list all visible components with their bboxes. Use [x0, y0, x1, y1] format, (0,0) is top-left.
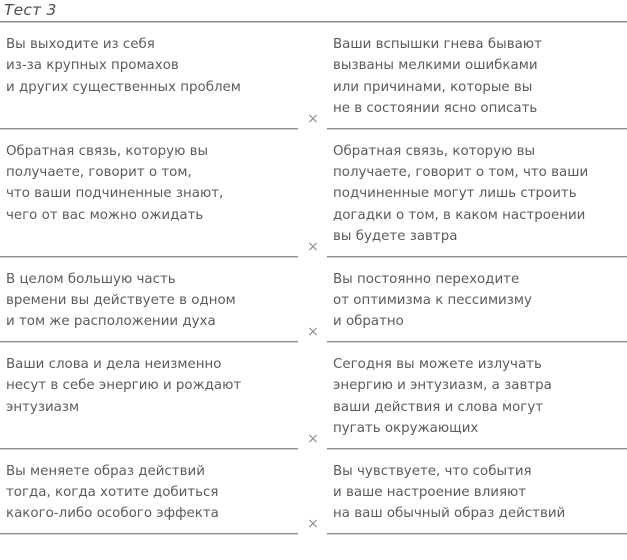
cross-icon: ×: [307, 238, 319, 255]
statement-line: что ваши подчиненные знают,: [6, 186, 224, 202]
statement-option-b[interactable]: [327, 131, 627, 256]
statement-line: и том же расположении духа: [6, 314, 216, 330]
statement-line: какого-либо особого эффекта: [6, 506, 219, 522]
table-row: [0, 131, 627, 259]
statement-line: Ваши слова и дела неизменно: [6, 356, 222, 372]
row-divider-right-segment: [327, 448, 627, 450]
statement-line: или причинами, которые вы: [333, 79, 533, 95]
statement-line: и обратно: [333, 314, 404, 330]
statement-line: догадки о том, в каком настроении: [333, 207, 586, 223]
statement-line: получаете, говорит о том,: [6, 165, 192, 181]
statement-line: получаете, говорит о том, что ваши: [333, 165, 589, 181]
table-row: [0, 451, 627, 535]
statement-option-b[interactable]: [327, 451, 627, 533]
table-row: [0, 344, 627, 451]
cross-icon: ×: [307, 110, 319, 127]
top-divider: [0, 21, 627, 23]
statement-line: и других существенных проблем: [6, 79, 241, 95]
statement-line: Вы меняете образ действий: [6, 463, 205, 479]
table-row-columns: [0, 131, 627, 256]
row-divider-left-segment: [0, 341, 298, 343]
statement-line: Вы выходите из себя: [6, 37, 155, 52]
statement-line: пугать окружающих: [333, 421, 479, 437]
statement-option-a[interactable]: [0, 24, 298, 128]
statement-option-b[interactable]: [327, 24, 627, 128]
cross-icon: ×: [307, 323, 319, 340]
statement-option-a[interactable]: [0, 344, 298, 448]
column-gap: [298, 131, 327, 256]
statement-line: времени вы действуете в одном: [6, 293, 236, 309]
statement-line: Вы чувствуете, что события: [333, 463, 532, 479]
statement-line: В целом большую часть: [6, 271, 176, 287]
row-divider-right-segment: [327, 341, 627, 343]
statement-option-a[interactable]: [0, 131, 298, 256]
statement-option-a[interactable]: [0, 451, 298, 533]
row-divider-left-segment: [0, 533, 298, 535]
statement-line: Ваши вспышки гнева бывают: [333, 37, 542, 52]
row-divider-gap: [298, 533, 327, 536]
statement-line: и ваше настроение влияют: [333, 484, 527, 500]
row-divider-left-segment: [0, 448, 298, 450]
row-divider-right-segment: [327, 128, 627, 130]
statement-line: Сегодня вы можете излучать: [333, 356, 542, 372]
page-title: Тест 3: [4, 1, 57, 19]
statement-line: энергию и энтузиазм, а завтра: [333, 378, 552, 394]
comparison-table: [0, 24, 627, 535]
table-row: [0, 24, 627, 131]
statement-option-a[interactable]: [0, 259, 298, 341]
statement-line: Обратная связь, которую вы: [6, 143, 209, 159]
cross-icon: ×: [307, 515, 319, 532]
row-divider-right-segment: [327, 256, 627, 258]
row-divider-left-segment: [0, 128, 298, 130]
statement-line: ваши действия и слова могут: [333, 399, 544, 415]
statement-line: от оптимизма к пессимизму: [333, 293, 532, 309]
statement-line: из-за крупных промахов: [6, 58, 179, 74]
statement-option-b[interactable]: [327, 344, 627, 448]
cross-icon: ×: [307, 430, 319, 447]
row-divider: [0, 515, 627, 535]
statement-line: вызваны мелкими ошибками: [333, 58, 538, 74]
statement-option-b[interactable]: [327, 259, 627, 341]
table-row: [0, 259, 627, 344]
statement-line: Обратная связь, которую вы: [333, 143, 536, 159]
statement-line: чего от вас можно ожидать: [6, 207, 204, 223]
statement-line: не в состоянии ясно описать: [333, 101, 538, 117]
statement-line: Вы постоянно переходите: [333, 271, 520, 287]
statement-line: вы будете завтра: [333, 229, 458, 245]
statement-line: на ваш обычный образ действий: [333, 506, 566, 522]
statement-line: энтузиазм: [6, 399, 80, 415]
row-divider-right-segment: [327, 533, 627, 535]
statement-line: тогда, когда хотите добиться: [6, 484, 219, 500]
statement-line: подчиненные могут лишь строить: [333, 186, 577, 202]
row-divider-left-segment: [0, 256, 298, 258]
statement-line: несут в себе энергию и рождают: [6, 378, 242, 394]
